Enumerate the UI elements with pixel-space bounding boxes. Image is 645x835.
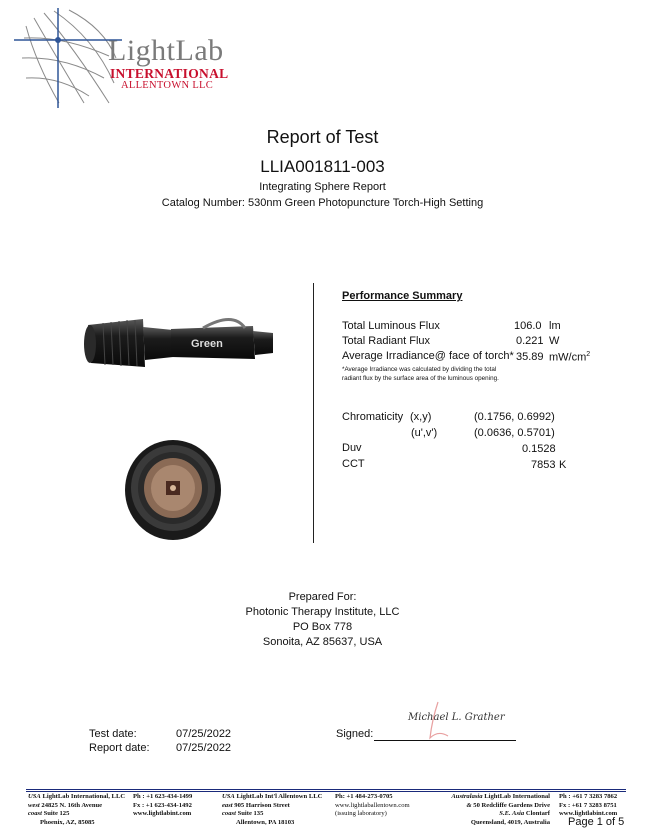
report-id: LLIA001811-003 bbox=[260, 157, 385, 176]
performance-summary-heading: Performance Summary bbox=[342, 290, 463, 302]
logo-title: LightLab bbox=[108, 34, 224, 67]
radiant-flux-label: Total Radiant Flux bbox=[342, 335, 431, 347]
footer-col-phoenix-contact: Ph : +1 623-434-1499 Fx : +1 623-434-1492 www.lightlabint.com bbox=[133, 793, 193, 817]
uv-value: (0.0636, 0.5701) bbox=[474, 427, 555, 439]
column-divider bbox=[313, 283, 314, 543]
luminous-flux-value: 106.0 bbox=[514, 320, 542, 332]
footer-col-allentown-contact: Ph: +1 484-273-0705 www.lightlaballentown.com (issuing laboratory) bbox=[335, 793, 410, 817]
chromaticity-label: Chromaticity bbox=[342, 411, 404, 423]
footer-col-australia: Australasia LightLab International & 50 Redcliffe Gardens Drive S.E. Asia Clontarf Queensland, 4019, Australia bbox=[451, 793, 550, 826]
footer-col-phoenix: USA LightLab International, LLC west 24825 N. 16th Avenue coast Suite 125 Phoenix, AZ, 85085 bbox=[28, 793, 126, 826]
report-date-value: 07/25/2022 bbox=[176, 742, 232, 754]
report-type: Integrating Sphere Report bbox=[259, 181, 386, 193]
xy-value: (0.1756, 0.6992) bbox=[474, 411, 555, 423]
irradiance-value: 35.89 bbox=[516, 351, 544, 363]
test-date-value: 07/25/2022 bbox=[176, 728, 232, 740]
cct-value: 7853 bbox=[531, 459, 556, 471]
duv-label: Duv bbox=[342, 442, 362, 454]
xy-label: (x,y) bbox=[410, 411, 432, 423]
signature-line bbox=[374, 740, 516, 741]
duv-value: 0.1528 bbox=[522, 443, 556, 455]
irradiance-unit: $mW/cm^2$ bbox=[549, 351, 591, 364]
torch-front-photo bbox=[123, 438, 223, 546]
signed-label: Signed: bbox=[336, 728, 374, 740]
signature: Michael L. Grather bbox=[408, 712, 505, 723]
logo-international: INTERNATIONAL bbox=[110, 66, 229, 81]
client-address-1: PO Box 778 bbox=[292, 621, 353, 633]
luminous-flux-label: Total Luminous Flux bbox=[342, 320, 440, 332]
test-date-label: Test date: bbox=[89, 728, 137, 740]
catalog-number: Catalog Number: 530nm Green Photopuncture Torch-High Setting bbox=[161, 197, 484, 209]
report-date-label: Report date: bbox=[89, 742, 150, 754]
torch-side-photo bbox=[63, 283, 288, 403]
client-company: Photonic Therapy Institute, LLC bbox=[245, 606, 400, 618]
footer-col-australia-contact: Ph : +61 7 3283 7862 Fx : +61 7 3283 8751 www.lightlabint.com bbox=[559, 793, 618, 817]
uv-label: (u',v') bbox=[411, 427, 438, 439]
cct-label: CCT bbox=[342, 458, 365, 470]
logo-city: ALLENTOWN LLC bbox=[121, 80, 214, 91]
signature-flourish bbox=[418, 700, 458, 742]
footer-rule bbox=[26, 789, 626, 790]
irradiance-footnote-1: *Average Irradiance was calculated by dividing the total bbox=[342, 366, 497, 373]
cct-unit: K bbox=[559, 459, 567, 471]
luminous-flux-unit: lm bbox=[549, 320, 561, 332]
client-address-2: Sonoita, AZ 85637, USA bbox=[262, 636, 383, 648]
torch-label-text: Green bbox=[191, 338, 223, 350]
irradiance-footnote-2: radiant flux by the surface area of the luminous opening. bbox=[342, 375, 499, 382]
irradiance-label: Average Irradiance@ face of torch* bbox=[342, 350, 514, 362]
footer-rule bbox=[26, 791, 626, 792]
footer-col-allentown: USA LightLab Int'l Allentown LLC east 905 Harrison Street coast Suite 135 Allentown, PA 18103 bbox=[222, 793, 323, 826]
page-number: Page 1 of 5 bbox=[568, 816, 625, 828]
radiant-flux-unit: W bbox=[549, 335, 560, 347]
prepared-for-heading: Prepared For: bbox=[288, 591, 357, 603]
radiant-flux-value: 0.221 bbox=[516, 335, 544, 347]
report-title: Report of Test bbox=[266, 127, 379, 147]
